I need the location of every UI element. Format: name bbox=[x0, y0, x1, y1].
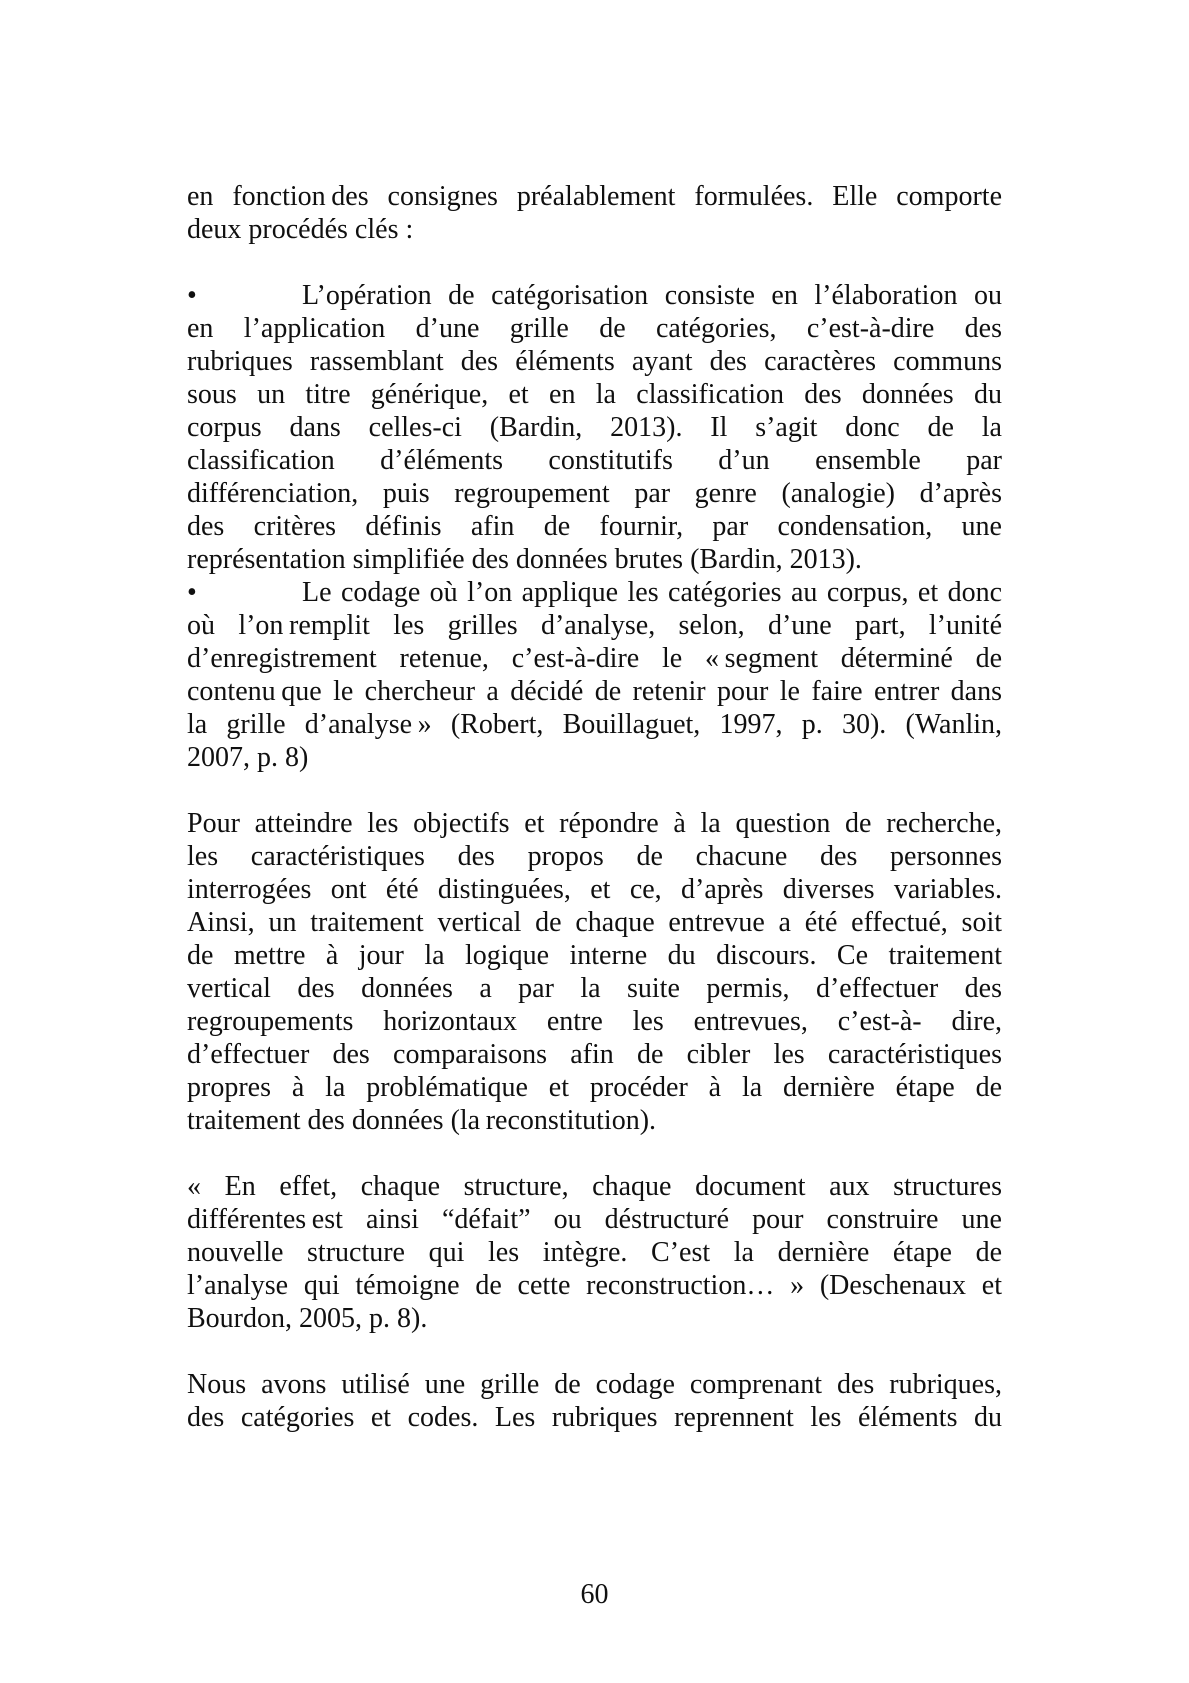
paragraph bbox=[187, 1368, 1002, 1434]
text-line: vertical des données a par la suite permis, d’effectuer des bbox=[187, 973, 1002, 1004]
text-line: différentes est ainsi “défait” ou déstructuré pour construire une bbox=[187, 1204, 1002, 1235]
text-line: deux procédés clés : bbox=[187, 214, 414, 245]
text-line: où l’on remplit les grilles d’analyse, selon, d’une part, l’unité bbox=[187, 610, 1002, 641]
text-line: en fonction des consignes préalablement formulées. Elle comporte bbox=[187, 181, 1002, 212]
text-line: représentation simplifiée des données brutes (Bardin, 2013). bbox=[187, 544, 862, 575]
text-line: de mettre à jour la logique interne du discours. Ce traitement bbox=[187, 940, 1002, 971]
text-line: traitement des données (la reconstitution). bbox=[187, 1105, 657, 1136]
text-line: d’enregistrement retenue, c’est-à-dire le « segment déterminé de bbox=[187, 643, 1002, 674]
paragraph bbox=[187, 1170, 1002, 1335]
text-line: propres à la problématique et procéder à la dernière étape de bbox=[187, 1072, 1002, 1103]
text-line: Bourdon, 2005, p. 8). bbox=[187, 1303, 428, 1334]
text-line: sous un titre générique, et en la classification des données du bbox=[187, 379, 1002, 410]
page-number: 60 bbox=[580, 1579, 609, 1610]
text-line: interrogées ont été distinguées, et ce, d’après diverses variables. bbox=[187, 874, 1002, 905]
bullet-paragraph bbox=[187, 279, 1002, 576]
bullet-paragraph bbox=[187, 576, 1002, 774]
text-line: regroupements horizontaux entre les entrevues, c’est-à- dire, bbox=[187, 1006, 1002, 1037]
text-line: Nous avons utilisé une grille de codage comprenant des rubriques, bbox=[187, 1369, 1002, 1400]
text-line: corpus dans celles-ci (Bardin, 2013). Il s’agit donc de la bbox=[187, 412, 1002, 443]
text-line: 2007, p. 8) bbox=[187, 742, 309, 773]
text-line bbox=[187, 576, 1002, 609]
text-line: des critères définis afin de fournir, par condensation, une bbox=[187, 511, 1002, 542]
text-line: Ainsi, un traitement vertical de chaque entrevue a été effectué, soit bbox=[187, 907, 1002, 938]
text-block bbox=[187, 180, 1002, 1434]
bullet-icon: • bbox=[187, 280, 197, 311]
text-line: contenu que le chercheur a décidé de retenir pour le faire entrer dans bbox=[187, 676, 1002, 707]
text-line: Pour atteindre les objectifs et répondre à la question de recherche, bbox=[187, 808, 1002, 839]
text-line: différenciation, puis regroupement par genre (analogie) d’après bbox=[187, 478, 1002, 509]
text-line: rubriques rassemblant des éléments ayant des caractères communs bbox=[187, 346, 1002, 377]
text-line: la grille d’analyse » (Robert, Bouillaguet, 1997, p. 30). (Wanlin, bbox=[187, 709, 1002, 740]
text-line: l’analyse qui témoigne de cette reconstruction… » (Deschenaux et bbox=[187, 1270, 1002, 1301]
text-line: nouvelle structure qui les intègre. C’est la dernière étape de bbox=[187, 1237, 1002, 1268]
text-line: « En effet, chaque structure, chaque document aux structures bbox=[187, 1171, 1002, 1202]
text-line-content: Le codage où l’on applique les catégories au corpus, et donc bbox=[302, 577, 1002, 608]
text-line: d’effectuer des comparaisons afin de cibler les caractéristiques bbox=[187, 1039, 1002, 1070]
text-line: des catégories et codes. Les rubriques reprennent les éléments du bbox=[187, 1402, 1002, 1433]
text-line bbox=[187, 279, 1002, 312]
paragraph bbox=[187, 180, 1002, 246]
text-line: les caractéristiques des propos de chacune des personnes bbox=[187, 841, 1002, 872]
paragraph bbox=[187, 807, 1002, 1137]
bullet-icon: • bbox=[187, 577, 197, 608]
text-line: classification d’éléments constitutifs d’un ensemble par bbox=[187, 445, 1002, 476]
text-line: en l’application d’une grille de catégories, c’est-à-dire des bbox=[187, 313, 1002, 344]
text-line-content: L’opération de catégorisation consiste en l’élaboration ou bbox=[302, 280, 1002, 311]
